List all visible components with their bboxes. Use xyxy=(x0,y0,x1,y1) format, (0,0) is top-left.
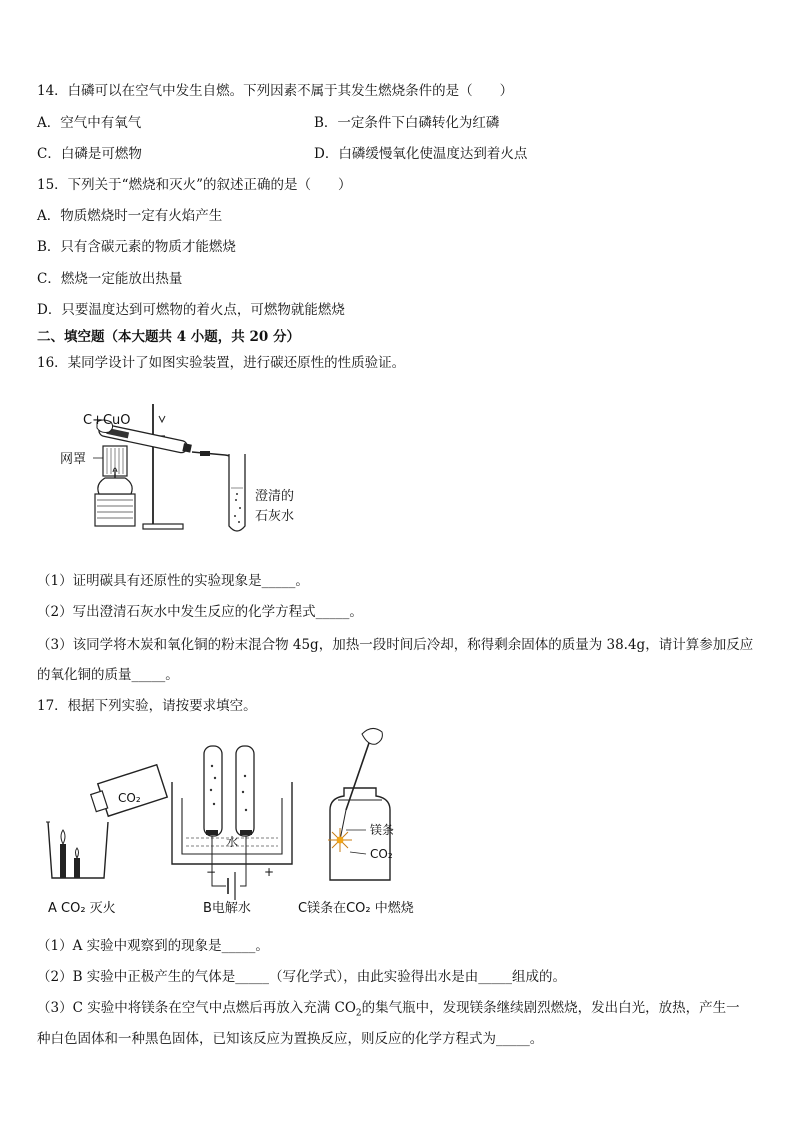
q16-part-2: （2）写出澄清石灰水中发生反应的化学方程式_____。 xyxy=(37,604,363,620)
q17-part-3a xyxy=(37,999,740,1023)
q17-part-3a-post: 的集气瓶中，发现镁条继续剧烈燃烧，发出白光，放热，产生一 xyxy=(361,1000,740,1016)
q16-stem: 16．某同学设计了如图实验装置，进行碳还原性的性质验证。 xyxy=(37,355,406,371)
caption-b: B电解水 xyxy=(203,901,251,916)
section-heading: 二、填空题（本大题共 4 小题，共 20 分） xyxy=(37,329,300,345)
label-mesh-cover: 网罩 xyxy=(60,452,87,467)
q16-part-3b: 的氧化铜的质量_____。 xyxy=(37,667,179,683)
label-plus: + xyxy=(264,865,275,879)
q17-part-3a-sub: 2 xyxy=(355,1008,362,1019)
q14-option-b: B．一定条件下白磷转化为红磷 xyxy=(314,115,500,131)
label-minus: − xyxy=(206,865,217,879)
q17-part-1: （1）A 实验中观察到的现象是_____。 xyxy=(37,938,269,954)
label-limewater-2: 石灰水 xyxy=(255,509,295,524)
q15-option-c: C．燃烧一定能放出热量 xyxy=(37,271,183,287)
q17-part-2: （2）B 实验中正极产生的气体是_____（写化学式），由此实验得出水是由_____组成的。 xyxy=(37,969,567,985)
label-water: 水 xyxy=(226,835,239,849)
label-mg-strip: 镁条 xyxy=(370,823,395,837)
q17-part-3b: 种白色固体和一种黑色固体，已知该反应为置换反应，则反应的化学方程式为_____。 xyxy=(37,1031,544,1047)
q17-stem: 17．根据下列实验，请按要求填空。 xyxy=(37,698,257,714)
q15-stem: 15．下列关于“燃烧和灭火”的叙述正确的是（ ） xyxy=(37,177,352,193)
label-co2-bottle: CO₂ xyxy=(118,791,141,805)
q15-option-a: A．物质燃烧时一定有火焰产生 xyxy=(37,208,223,224)
q14-option-d: D．白磷缓慢氧化使温度达到着火点 xyxy=(314,146,528,162)
carbon-reduction-apparatus-figure xyxy=(55,400,315,550)
caption-c: C镁条在CO₂ 中燃烧 xyxy=(298,901,414,916)
q17-experiments-figure xyxy=(40,726,460,922)
label-co2-jar: CO₂ xyxy=(370,847,393,861)
label-c-cuo: C+CuO xyxy=(83,413,131,428)
caption-a: A CO₂ 灭火 xyxy=(48,901,116,916)
label-limewater-1: 澄清的 xyxy=(255,489,295,504)
q17-part-3a-pre: （3）C 实验中将镁条在空气中点燃后再放入充满 CO xyxy=(37,1000,356,1016)
q15-option-b: B．只有含碳元素的物质才能燃烧 xyxy=(37,239,236,255)
q14-option-c: C．白磷是可燃物 xyxy=(37,146,142,162)
q15-option-d: D．只要温度达到可燃物的着火点，可燃物就能燃烧 xyxy=(37,302,345,318)
q16-part-3a: （3）该同学将木炭和氧化铜的粉末混合物 45g，加热一段时间后冷却，称得剩余固体的质量为 38.4g，请计算参加反应 xyxy=(37,637,754,653)
q16-part-1: （1）证明碳具有还原性的实验现象是_____。 xyxy=(37,573,309,589)
q14-stem: 14．白磷可以在空气中发生自燃。下列因素不属于其发生燃烧条件的是（ ） xyxy=(37,83,514,99)
q14-option-a: A．空气中有氧气 xyxy=(37,115,142,131)
